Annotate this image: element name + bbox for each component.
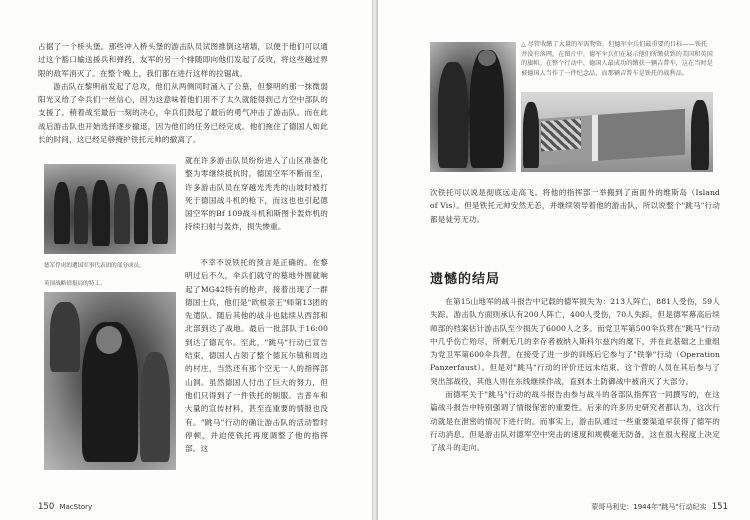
partisan-photo (44, 292, 176, 470)
left-page (0, 0, 372, 520)
section-title: 遗憾的结局 (430, 272, 501, 287)
paratroopers-photo (430, 42, 516, 172)
page-folio (591, 502, 728, 512)
paragraph: 不幸不说铁托的预言是正确的。在黎明过后不久，伞兵们就守的墓地外围就响起了MG42特有的枪声，接着出现了一群德国士兵，他们是"欧根亲王"师第13团的先遣队。随后其他的战斗也陆续从西部和北部到达了战地。最后一批部队于16:00到达了德瓦尔。至此，"跳马"行动已宣告结束，德国人占领了整个德瓦尔镇和周边的村庄，当然还有那个空无一人的指挥部山洞。虽然德国人付出了巨大的努力，但他们只得到了一件铁托的制服。吉普车和大量的宣传材料，甚至连重要的情报也没有。"跳马"行动的确让游击队的活动暂时停顿，并迫使铁托再度调整了他的指挥部。这 (185, 258, 328, 454)
right-top-text (430, 186, 720, 226)
left-mid-text (185, 154, 328, 234)
left-low-text (185, 256, 328, 455)
paragraph: 占据了一个桥头堡。那些冲入桥头堡的游击队员试图推倒这堵墙，以便于他们可以通过这个豁口输送援兵和弹药，友军的另一个排随即向他们发起了反攻，将这些越过界限的敌军消灭了。在整个晚上，我们都在进行这样的拉锯战。 (38, 42, 328, 78)
right-page (378, 0, 750, 520)
folio-label: 蒙哥马利史：1944年"跳马"行动纪实 (591, 503, 707, 511)
page-number: 150 (38, 502, 55, 512)
captured-flags-photo (521, 92, 713, 172)
photo-caption: 德军俘虏的遭国军事代表团的部分成员。 (44, 263, 145, 269)
left-top-text (38, 40, 328, 146)
photo-caption: △ 尽管收缴了大量的军需物资，但德军伞兵们最重要的目标——铁托并没有落网。在图片中，德军伞兵们在展示他们所缴获到的美国和英国的旗帜。在整个行动中，德国人最成功的缴获一辆吉普车，这在当时是被德国人当作了一件纪念品，而那辆吉普车是铁托的战利品。 (521, 41, 713, 77)
paragraph: 游击队在黎明前发起了总攻，他们从两侧同时涌入了公墓，但黎明的那一抹微弱阳光又给了伞兵们一丝信心，因为这意味着他们用不了太久就能得到己方空中部队的支援了。稍着战至最后一刻的决心，伞兵们鼓起了最后的勇气冲击了游击队。而在此战后游击队也开始选择逐步撤退，因为他们的任务已经完成。他们拖住了德国人如此长的时间，这已经足够掩护铁托元帅的撤离了。 (38, 81, 328, 145)
page-folio (38, 502, 92, 512)
right-body-text (430, 295, 720, 455)
photo-caption: 英国战略情报局的特工。 (44, 281, 106, 287)
paragraph: 而德军关于"跳马"行动的战斗报告由参与战斗的各部队指挥官一同撰写的，在这篇战斗报告中特别强调了情报保密的重要性。后来的许多历史研究者都认为，这次行动就是在泄密的情况下进行的。而事实上，游击队通过一些重要渠道早获得了德军的行动消息。但是游击队对德军空中突击的速度和规模毫无防备，这在很大程度上决定了战斗的走向。 (430, 390, 720, 453)
soldiers-photo (44, 164, 176, 254)
paragraph: 就在许多游击队员纷纷进入了山区准备化整为零继续抵抗时，德国空军不断而至，许多游击队员在穿越光秃秃的山坡时被打死于德国战斗机的枪下，而这也也引起德国空军的Bf 109战斗机和斯图卡轰炸机的持续扫射与轰炸，损失惨重。 (185, 156, 328, 232)
paragraph: 在第15山地军的战斗报告中记载的德军损失为：213人阵亡，881人受伤，59人失踪。游击队方面则承认有200人阵亡，400人受伤，70人失踪，但是德军幕高后续师部的档案估计游击队至少损失了6000人之多。而党卫军第500伞兵营在"跳马"行动中几乎伤亡殆尽，所剩无几的幸存者被纳入斯科尔兹内的麾下，并在此基础之上重组为党卫军第600伞兵营，在接受了进一步的训练后它参与了"铁拳"行动（Operation Panzerfaust）。但是对"跳马"行动的评价还远未结束。这个营的人员在其后参与了突出部战役，其他人则在东线继续作战，直到本土防御战中被消灭了大部分。 (430, 297, 720, 386)
page-number: 151 (711, 502, 728, 512)
folio-label: MacStory (59, 503, 93, 511)
paragraph: 次铁托可以说是彻底远走高飞。将他的指挥部一举搬到了南面外的维斯岛（Island of Vis）。但是铁托元帅安然无恙，并继续领导着他的游击队，所以说整个"跳马"行动都是徒劳无功。 (430, 188, 720, 224)
